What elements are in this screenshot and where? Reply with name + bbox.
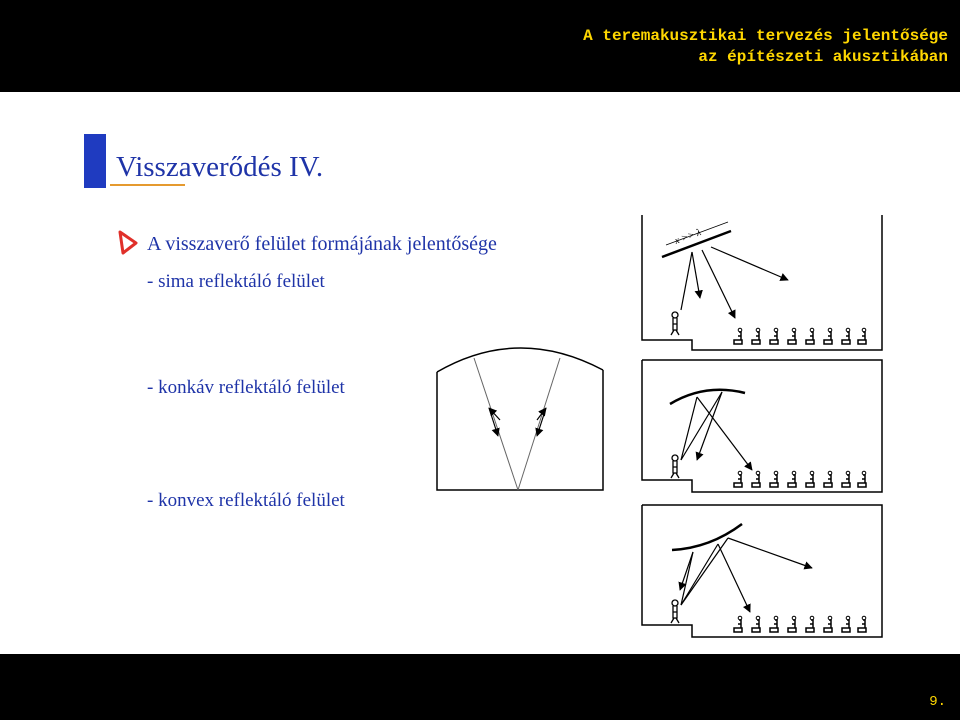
item-convex-surface: - konvex reflektáló felület <box>147 490 345 511</box>
slide-title: Visszaverődés IV. <box>116 151 324 183</box>
item-concave-surface: - konkáv reflektáló felület <box>147 377 345 398</box>
flat-reflector-diagram <box>642 215 882 350</box>
footer-bar <box>0 654 960 720</box>
header-title-line-2: az építészeti akusztikában <box>698 48 948 66</box>
bullet-text: A visszaverő felület formájának jelentősége <box>147 233 497 255</box>
concave-reflector-diagram <box>642 360 882 492</box>
diagram-label: x >> λ <box>673 227 703 247</box>
header-title-line-1: A teremakusztikai tervezés jelentősége <box>583 27 948 45</box>
concave-room-diagram <box>437 348 603 490</box>
page-number: 9. <box>929 694 946 710</box>
item-flat-surface: - sima reflektáló felület <box>147 271 325 292</box>
convex-reflector-diagram <box>642 505 882 637</box>
